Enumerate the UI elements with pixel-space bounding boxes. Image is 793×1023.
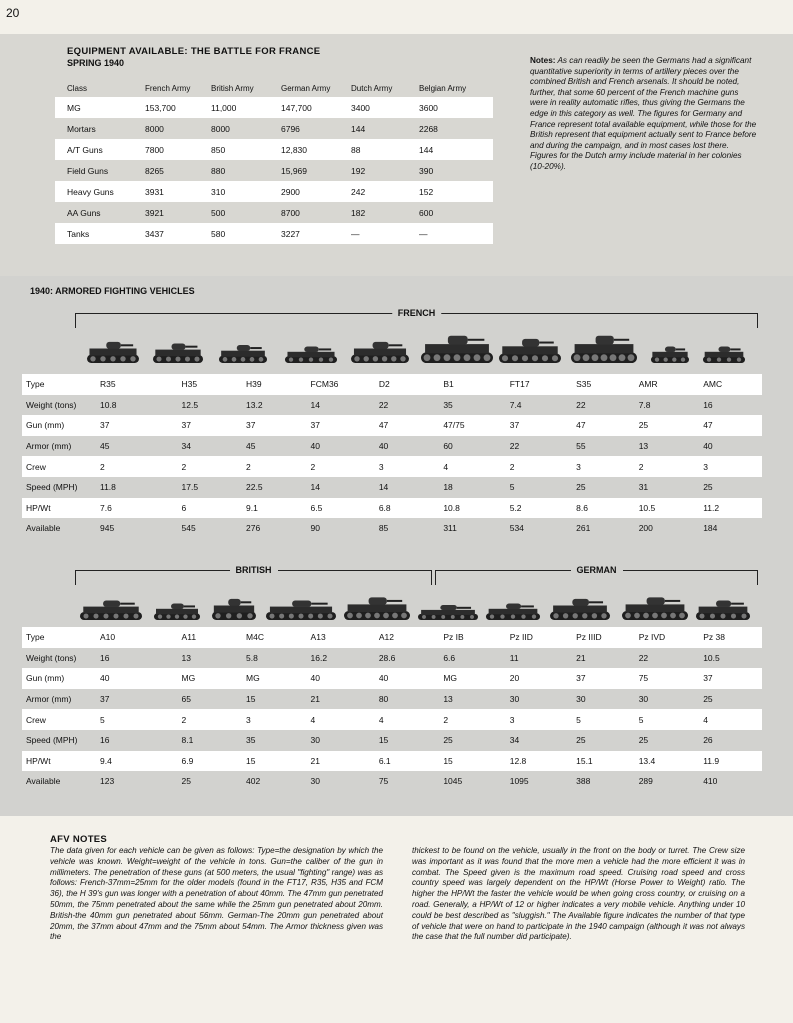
afv-cell: 20 bbox=[509, 673, 520, 684]
german-label: GERMAN bbox=[571, 565, 623, 575]
afv-cell: 21 bbox=[310, 694, 321, 705]
afv-cell: 2 bbox=[310, 461, 316, 472]
equipment-row bbox=[55, 181, 493, 202]
afv-cell: 30 bbox=[310, 735, 321, 746]
afv-cell: 9.1 bbox=[246, 502, 258, 513]
afv-row bbox=[22, 668, 762, 689]
equipment-value-cell: 6796 bbox=[281, 123, 300, 134]
afv-cell: 16 bbox=[99, 735, 110, 746]
equipment-value-cell: 2268 bbox=[419, 123, 438, 134]
afv-cell: 40 bbox=[310, 673, 321, 684]
afv-cell: 123 bbox=[99, 776, 115, 787]
afv-cell: 5.8 bbox=[246, 652, 258, 663]
afv-cell: 261 bbox=[576, 523, 591, 534]
afv-cell: 11.2 bbox=[703, 502, 720, 513]
afv-cell: 45 bbox=[246, 441, 256, 452]
equipment-value-cell: 11,000 bbox=[211, 102, 237, 113]
afv-cell: MG bbox=[181, 673, 196, 684]
afv-cell: 3 bbox=[509, 714, 515, 725]
afv-cell: 16.2 bbox=[310, 652, 328, 663]
afv-cell: 37 bbox=[246, 420, 256, 431]
afv-cell: 37 bbox=[509, 420, 520, 431]
equipment-class-cell: AA Guns bbox=[67, 207, 101, 218]
afv-cell: 90 bbox=[310, 523, 321, 534]
afv-cell: 2 bbox=[99, 461, 105, 472]
equipment-value-cell: 144 bbox=[351, 123, 366, 134]
equipment-value-cell: 600 bbox=[419, 207, 434, 218]
afv-row-label: Gun (mm) bbox=[26, 420, 65, 431]
equipment-value-cell: 580 bbox=[211, 228, 226, 239]
afv-cell: D2 bbox=[378, 379, 390, 390]
french-bracket bbox=[75, 308, 758, 318]
french-tank-icon bbox=[349, 335, 411, 375]
afv-row-label: Available bbox=[26, 776, 61, 787]
equipment-class-cell: Tanks bbox=[67, 228, 90, 239]
afv-cell: 22 bbox=[378, 399, 389, 410]
afv-cell: 40 bbox=[310, 441, 321, 452]
equipment-row bbox=[55, 97, 493, 118]
afv-cell: 15 bbox=[378, 735, 389, 746]
afv-cell: 276 bbox=[246, 523, 261, 534]
equipment-value-cell: 850 bbox=[211, 144, 226, 155]
afv-row bbox=[22, 709, 762, 730]
equipment-row bbox=[55, 202, 493, 223]
afv-cell: 22.5 bbox=[246, 482, 263, 493]
equipment-value-cell: 182 bbox=[351, 207, 366, 218]
equipment-value-cell: 500 bbox=[211, 207, 226, 218]
afv-cell: 2 bbox=[246, 461, 251, 472]
afv-cell: 75 bbox=[378, 776, 389, 787]
afv-cell: MG bbox=[443, 673, 458, 684]
afv-cell: 30 bbox=[576, 694, 586, 705]
equipment-row bbox=[55, 139, 493, 160]
equipment-value-cell: 192 bbox=[351, 165, 366, 176]
afv-cell: 7.4 bbox=[509, 399, 522, 410]
afv-cell: 12.8 bbox=[509, 755, 527, 766]
afv-cell: 40 bbox=[378, 441, 389, 452]
equipment-value-cell: Belgian Army bbox=[419, 84, 467, 93]
afv-cell: 37 bbox=[99, 694, 110, 705]
afv-cell: 47 bbox=[703, 420, 713, 431]
allied-german-tank-icon bbox=[342, 590, 412, 630]
afv-cell: 6.6 bbox=[443, 652, 456, 663]
afv-cell: B1 bbox=[443, 379, 454, 390]
afv-cell: 10.5 bbox=[703, 652, 720, 663]
allied-german-tank-icon bbox=[210, 592, 258, 632]
equipment-value-cell: 153,700 bbox=[145, 102, 176, 113]
afv-row bbox=[22, 374, 762, 395]
afv-notes-col1: The data given for each vehicle can be given as follows: Type=the designation by which the vehicle was known. Weight=weight of the vehicle in tons. Gun=the caliber of the gun in millimeters. The penetration of these guns (at 500 meters, the usual "fighting" range) was as follows: French-37mm=25mm for the older models (found in the FT17, R35, H35 and FCM 36), the H 39's gun was longer with a penetration of about 40mm. The 47mm gun penetrated 50mm, the 75mm penetrated about the same while the 25mm gun penetrated about 20mm. British-the 40mm gun penetrated about 56mm. German-The 20mm gun penetrated about 20mm, the 37mm about 47mm and the 75mm about 54mm. The Armor thickness given was the bbox=[50, 846, 383, 942]
french-tank-icon bbox=[85, 335, 141, 375]
afv-cell: 2 bbox=[181, 714, 187, 725]
afv-cell: 12.5 bbox=[181, 399, 199, 410]
afv-cell: A10 bbox=[99, 632, 116, 643]
french-tank-icon bbox=[419, 327, 495, 367]
afv-cell: 13 bbox=[638, 441, 649, 452]
equipment-subtitle: SPRING 1940 bbox=[67, 58, 125, 68]
afv-cell: 11 bbox=[509, 652, 519, 663]
equipment-value-cell: 390 bbox=[419, 165, 434, 176]
afv-cell: H35 bbox=[181, 379, 198, 390]
afv-cell: 30 bbox=[310, 776, 321, 787]
afv-cell: 2 bbox=[181, 461, 187, 472]
afv-cell: 15 bbox=[246, 755, 256, 766]
afv-cell: 10.8 bbox=[443, 502, 460, 513]
afv-cell: 6 bbox=[181, 502, 187, 513]
afv-cell: 55 bbox=[576, 441, 586, 452]
afv-row bbox=[22, 627, 762, 648]
afv-row bbox=[22, 689, 762, 710]
afv-row-label: Available bbox=[26, 523, 61, 534]
afv-cell: AMR bbox=[638, 379, 658, 390]
afv-cell: 47 bbox=[378, 420, 389, 431]
afv-cell: 14 bbox=[310, 399, 321, 410]
french-afv-table bbox=[22, 374, 762, 539]
afv-cell: MG bbox=[246, 673, 260, 684]
equipment-class-cell: Field Guns bbox=[67, 165, 109, 176]
allied-german-tank-icon bbox=[548, 592, 612, 632]
notes-label: Notes: bbox=[530, 56, 556, 65]
afv-row-label: Type bbox=[26, 379, 45, 390]
afv-cell: 25 bbox=[576, 482, 586, 493]
afv-cell: 289 bbox=[638, 776, 653, 787]
afv-cell: 545 bbox=[181, 523, 196, 534]
afv-row bbox=[22, 415, 762, 436]
british-bracket bbox=[75, 565, 432, 575]
afv-cell: H39 bbox=[246, 379, 262, 390]
afv-cell: 14 bbox=[378, 482, 389, 493]
afv-cell: 1045 bbox=[443, 776, 463, 787]
afv-row-label: Weight (tons) bbox=[26, 652, 77, 663]
afv-cell: 5.2 bbox=[509, 502, 522, 513]
afv-cell: 184 bbox=[703, 523, 718, 534]
equipment-value-cell: French Army bbox=[145, 84, 191, 93]
afv-row bbox=[22, 395, 762, 416]
afv-cell: 25 bbox=[181, 776, 192, 787]
afv-title: 1940: ARMORED FIGHTING VEHICLES bbox=[30, 286, 195, 296]
afv-cell: 26 bbox=[703, 735, 713, 746]
equipment-value-cell: German Army bbox=[281, 84, 331, 93]
afv-cell: 5 bbox=[638, 714, 644, 725]
german-bracket bbox=[435, 565, 758, 575]
afv-cell: 40 bbox=[378, 673, 389, 684]
afv-cell: 25 bbox=[576, 735, 586, 746]
afv-cell: 37 bbox=[576, 673, 586, 684]
afv-row bbox=[22, 498, 762, 519]
afv-cell: 5 bbox=[576, 714, 581, 725]
afv-cell: 10.5 bbox=[638, 502, 656, 513]
equipment-class-cell: Mortars bbox=[67, 123, 96, 134]
afv-cell: 8.6 bbox=[576, 502, 588, 513]
allied-german-tank-icon bbox=[620, 590, 690, 630]
afv-cell: 21 bbox=[576, 652, 586, 663]
afv-cell: S35 bbox=[576, 379, 592, 390]
equipment-row bbox=[55, 223, 493, 244]
equipment-class-cell: MG bbox=[67, 102, 81, 113]
equipment-value-cell: 310 bbox=[211, 186, 226, 197]
afv-row-label: Armor (mm) bbox=[26, 441, 72, 452]
afv-cell: 16 bbox=[99, 652, 110, 663]
equipment-value-cell: 2900 bbox=[281, 186, 300, 197]
afv-cell: 60 bbox=[443, 441, 453, 452]
afv-notes-col2: thickest to be found on the vehicle, usually in the front on the body or turret. The Crew size was important as it was found that the more men a vehicle had the more efficient it was in combat. The Speed given is the maximum road speed. Cruising road speed and cross country speed was largely dependent on the HP/Wt (Horse Power to Weight) ratio. The higher the HP/Wt the faster the vehicle would be when going cross country, or cruising on a road. Generally, a HP/Wt of 12 or higher indicates a very mobile vehicle. Anything under 10 could be best described as "sluggish." The Available figure indicates the number of that type of vehicle that were on hand to participate in the 1940 campaign (although it was not always the case that the full number did participate). bbox=[412, 846, 745, 942]
equipment-value-cell: British Army bbox=[211, 84, 254, 93]
equipment-value-cell: 8000 bbox=[145, 123, 164, 134]
equipment-value-cell: 3931 bbox=[145, 186, 164, 197]
equipment-row bbox=[55, 80, 493, 97]
afv-cell: 410 bbox=[703, 776, 718, 787]
equipment-title: EQUIPMENT AVAILABLE: THE BATTLE FOR FRANCE bbox=[67, 46, 321, 57]
notes-text: As can readily be seen the Germans had a significant quantitative superiority in terms of artillery pieces over the combined British and French arsenals. It should be noted, further, that some 60 percent of the French machine guns were in reality automatic rifles, thus giving the Germans the edge in this category as well. The figures for Germany and France represent total available equipment, while those for the British represent that equipment actually sent to France before and during the campaign, and in most cases lost there. Figures for the Dutch army include material in her colonies (10-20%). bbox=[530, 56, 757, 171]
afv-cell: 45 bbox=[99, 441, 110, 452]
afv-cell: 75 bbox=[638, 673, 649, 684]
afv-cell: 37 bbox=[703, 673, 713, 684]
afv-cell: 9.4 bbox=[99, 755, 112, 766]
afv-cell: 2 bbox=[443, 714, 449, 725]
afv-cell: 25 bbox=[703, 482, 713, 493]
afv-row-label: Crew bbox=[26, 461, 46, 472]
afv-cell: 47/75 bbox=[443, 420, 465, 431]
page-number: 20 bbox=[6, 6, 20, 20]
afv-cell: 13 bbox=[443, 694, 453, 705]
afv-cell: 6.9 bbox=[181, 755, 194, 766]
equipment-value-cell: 3600 bbox=[419, 102, 438, 113]
afv-cell: FCM36 bbox=[310, 379, 339, 390]
afv-row bbox=[22, 771, 762, 792]
afv-cell: 30 bbox=[638, 694, 649, 705]
equipment-table bbox=[55, 80, 493, 244]
afv-row bbox=[22, 518, 762, 539]
afv-row-label: HP/Wt bbox=[26, 502, 51, 513]
afv-row bbox=[22, 648, 762, 669]
afv-cell: 2 bbox=[638, 461, 644, 472]
afv-row-label: Type bbox=[26, 632, 45, 643]
afv-cell: Pz 38 bbox=[703, 632, 725, 643]
afv-cell: 7.6 bbox=[99, 502, 112, 513]
afv-cell: 22 bbox=[576, 399, 586, 410]
afv-cell: 37 bbox=[99, 420, 110, 431]
afv-row-label: Speed (MPH) bbox=[26, 735, 78, 746]
equipment-class-cell: Heavy Guns bbox=[67, 186, 114, 197]
equipment-value-cell: 3921 bbox=[145, 207, 164, 218]
afv-cell: 22 bbox=[638, 652, 649, 663]
afv-cell: Pz IVD bbox=[638, 632, 666, 643]
afv-row bbox=[22, 730, 762, 751]
equipment-value-cell: 15,969 bbox=[281, 165, 307, 176]
afv-cell: 10.8 bbox=[99, 399, 117, 410]
equipment-value-cell: 8000 bbox=[211, 123, 230, 134]
afv-row-label: Speed (MPH) bbox=[26, 482, 78, 493]
afv-cell: FT17 bbox=[509, 379, 530, 390]
equipment-value-cell: 3437 bbox=[145, 228, 164, 239]
equipment-class-cell: A/T Guns bbox=[67, 144, 103, 155]
afv-cell: 2 bbox=[509, 461, 515, 472]
afv-cell: 5 bbox=[99, 714, 105, 725]
afv-cell: 11.9 bbox=[703, 755, 720, 766]
french-label: FRENCH bbox=[392, 308, 442, 318]
afv-cell: 4 bbox=[310, 714, 316, 725]
afv-cell: 17.5 bbox=[181, 482, 199, 493]
french-tank-icon bbox=[569, 327, 639, 367]
afv-cell: 14 bbox=[310, 482, 321, 493]
equipment-value-cell: — bbox=[419, 228, 428, 239]
afv-row-label: Crew bbox=[26, 714, 46, 725]
afv-cell: A13 bbox=[310, 632, 326, 643]
equipment-value-cell: 8265 bbox=[145, 165, 164, 176]
afv-row-label: Weight (tons) bbox=[26, 399, 77, 410]
french-tank-icon bbox=[497, 331, 563, 371]
equipment-value-cell: 242 bbox=[351, 186, 366, 197]
afv-cell: AMC bbox=[703, 379, 723, 390]
afv-row-label: Gun (mm) bbox=[26, 673, 65, 684]
british-label: BRITISH bbox=[230, 565, 278, 575]
afv-cell: 22 bbox=[509, 441, 520, 452]
afv-cell: 30 bbox=[509, 694, 520, 705]
afv-cell: 31 bbox=[638, 482, 649, 493]
afv-cell: 28.6 bbox=[378, 652, 396, 663]
afv-cell: 534 bbox=[509, 523, 524, 534]
equipment-notes bbox=[530, 56, 758, 173]
afv-cell: 200 bbox=[638, 523, 653, 534]
equipment-value-cell: Dutch Army bbox=[351, 84, 393, 93]
afv-cell: 15 bbox=[443, 755, 453, 766]
afv-cell: 13.2 bbox=[246, 399, 263, 410]
afv-cell: 25 bbox=[638, 420, 649, 431]
equipment-row bbox=[55, 160, 493, 181]
afv-cell: 6.8 bbox=[378, 502, 391, 513]
equipment-value-cell: 8700 bbox=[281, 207, 300, 218]
afv-cell: A12 bbox=[378, 632, 394, 643]
french-tank-icon bbox=[217, 339, 269, 379]
afv-notes-title: AFV NOTES bbox=[50, 834, 108, 845]
equipment-value-cell: 152 bbox=[419, 186, 434, 197]
afv-row bbox=[22, 456, 762, 477]
equipment-value-cell: 3227 bbox=[281, 228, 300, 239]
afv-cell: 945 bbox=[99, 523, 115, 534]
afv-row bbox=[22, 477, 762, 498]
afv-cell: 3 bbox=[378, 461, 384, 472]
equipment-value-cell: 88 bbox=[351, 144, 361, 155]
afv-cell: 402 bbox=[246, 776, 261, 787]
afv-cell: 1095 bbox=[509, 776, 529, 787]
afv-cell: 5 bbox=[509, 482, 515, 493]
allied-german-afv-table bbox=[22, 627, 762, 792]
afv-cell: R35 bbox=[99, 379, 116, 390]
french-tank-icon bbox=[151, 337, 205, 377]
afv-cell: 18 bbox=[443, 482, 453, 493]
afv-cell: 35 bbox=[246, 735, 256, 746]
equipment-value-cell: 880 bbox=[211, 165, 226, 176]
afv-cell: 25 bbox=[443, 735, 453, 746]
afv-cell: 21 bbox=[310, 755, 321, 766]
french-vehicle-row bbox=[85, 325, 747, 381]
equipment-value-cell: 3400 bbox=[351, 102, 370, 113]
afv-row-label: Armor (mm) bbox=[26, 694, 72, 705]
afv-cell: 35 bbox=[443, 399, 453, 410]
afv-cell: 34 bbox=[509, 735, 520, 746]
afv-cell: 4 bbox=[378, 714, 384, 725]
afv-cell: 37 bbox=[310, 420, 321, 431]
afv-cell: 311 bbox=[443, 523, 457, 534]
afv-cell: Pz IID bbox=[509, 632, 533, 643]
afv-row bbox=[22, 436, 762, 457]
afv-cell: 37 bbox=[181, 420, 192, 431]
afv-cell: 25 bbox=[703, 694, 713, 705]
afv-cell: 4 bbox=[703, 714, 708, 725]
afv-cell: 15.1 bbox=[576, 755, 593, 766]
afv-cell: 13 bbox=[181, 652, 192, 663]
afv-cell: 3 bbox=[576, 461, 581, 472]
afv-cell: 40 bbox=[99, 673, 110, 684]
afv-row bbox=[22, 751, 762, 772]
afv-cell: 6.1 bbox=[378, 755, 391, 766]
afv-cell: 388 bbox=[576, 776, 591, 787]
afv-cell: 4 bbox=[443, 461, 449, 472]
afv-cell: 13.4 bbox=[638, 755, 656, 766]
equipment-value-cell: 7800 bbox=[145, 144, 164, 155]
afv-cell: 40 bbox=[703, 441, 713, 452]
afv-cell: 80 bbox=[378, 694, 389, 705]
equipment-value-cell: 12,830 bbox=[281, 144, 307, 155]
afv-cell: 8.1 bbox=[181, 735, 194, 746]
afv-cell: Pz IB bbox=[443, 632, 464, 643]
afv-cell: 65 bbox=[181, 694, 192, 705]
equipment-value-cell: 147,700 bbox=[281, 102, 312, 113]
afv-cell: 3 bbox=[703, 461, 708, 472]
afv-cell: A11 bbox=[181, 632, 197, 643]
equipment-row bbox=[55, 118, 493, 139]
equipment-value-cell: — bbox=[351, 228, 360, 239]
afv-cell: 11.8 bbox=[99, 482, 116, 493]
afv-cell: Pz IIID bbox=[576, 632, 602, 643]
afv-cell: 6.5 bbox=[310, 502, 323, 513]
afv-cell: 85 bbox=[378, 523, 389, 534]
afv-cell: 15 bbox=[246, 694, 256, 705]
afv-cell: 47 bbox=[576, 420, 586, 431]
afv-cell: 7.8 bbox=[638, 399, 651, 410]
afv-cell: 3 bbox=[246, 714, 251, 725]
afv-row-label: HP/Wt bbox=[26, 755, 51, 766]
afv-cell: 34 bbox=[181, 441, 192, 452]
equipment-value-cell: 144 bbox=[419, 144, 434, 155]
afv-cell: 16 bbox=[703, 399, 713, 410]
afv-cell: 25 bbox=[638, 735, 649, 746]
equipment-class-cell: Class bbox=[67, 84, 88, 93]
afv-cell: M4C bbox=[246, 632, 264, 643]
